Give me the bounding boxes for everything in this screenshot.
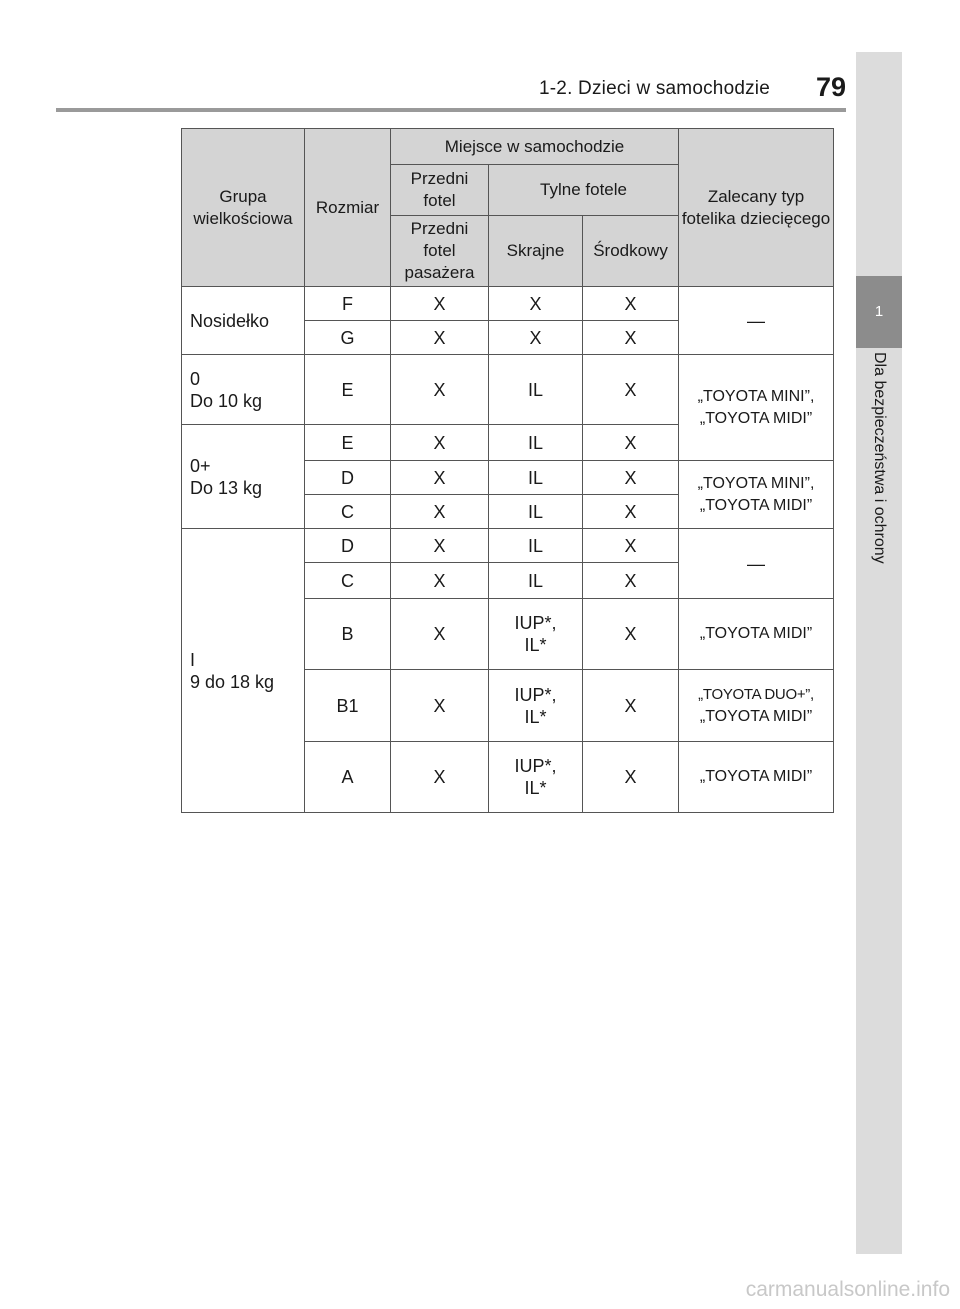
recommended-cell: „TOYOTA MIDI” <box>679 742 834 813</box>
front-cell: X <box>391 670 489 742</box>
recommended-cell: — <box>679 529 834 599</box>
outer-cell: IL <box>489 425 583 461</box>
recommended-cell: „TOYOTA MIDI” <box>679 599 834 670</box>
size-cell: E <box>305 425 391 461</box>
outer-cell: IL <box>489 495 583 529</box>
outer-cell-line: IUP*, <box>514 756 557 776</box>
chapter-tab[interactable]: 1 <box>856 276 902 348</box>
outer-cell <box>489 742 583 813</box>
outer-cell <box>489 599 583 670</box>
size-cell: F <box>305 287 391 321</box>
recommended-line: „TOYOTA MIDI” <box>699 409 813 427</box>
recommended-cell <box>679 670 834 742</box>
front-cell: X <box>391 321 489 355</box>
recommended-line: „TOYOTA MIDI” <box>699 707 813 725</box>
center-cell: X <box>583 529 679 563</box>
table-row <box>182 287 834 321</box>
size-cell: C <box>305 495 391 529</box>
recommended-cell: — <box>679 287 834 355</box>
table-row <box>182 529 834 563</box>
recommended-cell <box>679 355 834 461</box>
center-cell: X <box>583 742 679 813</box>
chapter-label-text: Dla bezpieczeństwa i ochrony <box>871 352 888 564</box>
group-label <box>182 425 305 529</box>
center-cell: X <box>583 287 679 321</box>
front-cell: X <box>391 495 489 529</box>
center-cell: X <box>583 425 679 461</box>
table-row <box>182 355 834 425</box>
group-label-line: Do 10 kg <box>190 390 263 411</box>
size-cell: B1 <box>305 670 391 742</box>
header-group: Grupa wielkościowa <box>182 129 305 287</box>
header-recommended: Zalecany typ fotelika dziecięcego <box>679 129 834 287</box>
front-cell: X <box>391 742 489 813</box>
front-cell: X <box>391 529 489 563</box>
site-watermark: carmanualsonline.info <box>745 1278 950 1301</box>
center-cell: X <box>583 670 679 742</box>
center-cell: X <box>583 355 679 425</box>
group-label-line: I <box>190 649 196 670</box>
header-location: Miejsce w samochodzie <box>391 129 679 165</box>
size-cell: D <box>305 461 391 495</box>
outer-cell: X <box>489 321 583 355</box>
group-label-line: 0 <box>190 368 201 389</box>
center-cell: X <box>583 563 679 599</box>
header-front-seat: Przedni fotel <box>391 165 489 216</box>
header-rear-seats: Tylne fotele <box>489 165 679 216</box>
recommended-line: „TOYOTA MINI”, <box>697 387 815 405</box>
size-cell: E <box>305 355 391 425</box>
center-cell: X <box>583 495 679 529</box>
center-cell: X <box>583 321 679 355</box>
group-label-line: Do 13 kg <box>190 477 263 498</box>
outer-cell-line: IUP*, <box>514 613 557 633</box>
header-outer: Skrajne <box>489 216 583 287</box>
header-size: Rozmiar <box>305 129 391 287</box>
group-label: Nosidełko <box>182 287 305 355</box>
outer-cell: IL <box>489 355 583 425</box>
size-cell: D <box>305 529 391 563</box>
front-cell: X <box>391 355 489 425</box>
recommended-line: „TOYOTA DUO+”, <box>698 685 814 703</box>
header-center: Środkowy <box>583 216 679 287</box>
outer-cell-line: IL* <box>524 706 547 727</box>
outer-cell: IL <box>489 563 583 599</box>
outer-cell-line: IL* <box>524 635 547 655</box>
outer-cell: IL <box>489 461 583 495</box>
center-cell: X <box>583 461 679 495</box>
outer-cell-line: IUP*, <box>514 684 557 705</box>
size-cell: G <box>305 321 391 355</box>
header-rule <box>56 108 846 112</box>
front-cell: X <box>391 425 489 461</box>
outer-cell <box>489 670 583 742</box>
group-label-line: 9 do 18 kg <box>190 671 275 692</box>
size-cell: B <box>305 599 391 670</box>
size-cell: A <box>305 742 391 813</box>
chapter-label <box>856 352 902 602</box>
group-label <box>182 529 305 813</box>
group-label-line: 0+ <box>190 455 211 476</box>
outer-cell: IL <box>489 529 583 563</box>
child-seat-compatibility-table <box>181 128 834 813</box>
recommended-cell <box>679 461 834 529</box>
recommended-line: „TOYOTA MIDI” <box>699 496 813 514</box>
front-cell: X <box>391 599 489 670</box>
outer-cell-line: IL* <box>524 778 547 798</box>
size-cell: C <box>305 563 391 599</box>
group-label <box>182 355 305 425</box>
front-cell: X <box>391 287 489 321</box>
side-strip <box>856 52 902 1254</box>
recommended-line: „TOYOTA MINI”, <box>697 474 815 492</box>
page-number: 79 <box>815 72 846 102</box>
header-front-passenger: Przedni fotel pasażera <box>391 216 489 287</box>
header-section-title: 1-2. Dzieci w samochodzie <box>539 78 770 99</box>
outer-cell: X <box>489 287 583 321</box>
front-cell: X <box>391 563 489 599</box>
front-cell: X <box>391 461 489 495</box>
center-cell: X <box>583 599 679 670</box>
